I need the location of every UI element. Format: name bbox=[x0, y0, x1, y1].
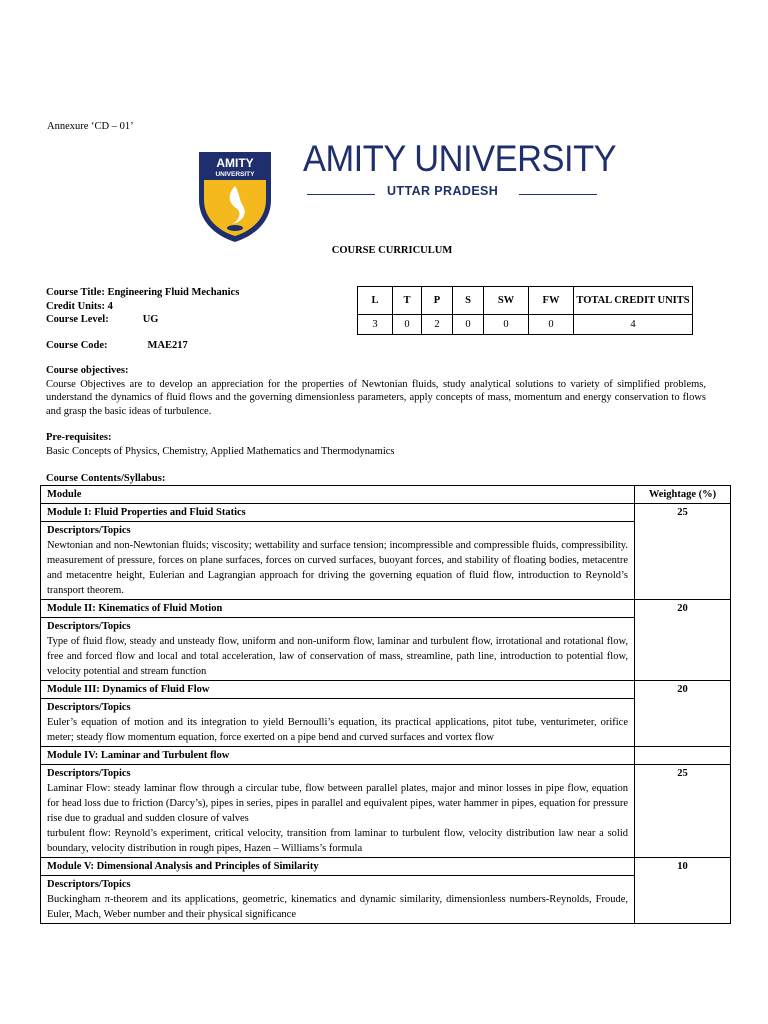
svg-text:AMITY: AMITY bbox=[216, 156, 254, 170]
module-descriptors: Descriptors/Topics Newtonian and non-Newtonian fluids; viscosity; wettability and surface tension; incompressible and compressible fluids, compressibility. measurement of pressure, forces on plane surfaces, forces on curved surfaces, buoyant forces, and stability of floating bodies, metacentre and metacentre height, Eulerian and Lagrangian approach for driving the governing equation of fluid flow, introduction to Reynold’s transport theorem. bbox=[41, 522, 635, 600]
course-title: Course Title: Engineering Fluid Mechanics bbox=[46, 287, 240, 298]
credit-header: L bbox=[358, 287, 393, 315]
module-weight: 20 bbox=[635, 600, 731, 681]
credit-header: S bbox=[453, 287, 484, 315]
prerequisites-section bbox=[46, 431, 706, 458]
module-descriptors: Descriptors/Topics Type of fluid flow, steady and unsteady flow, uniform and non-uniform flow, laminar and turbulent flow, irrotational and rotational flow, free and forced flow and local and total acceleration, law of conservation of mass, streamline, path line, introduction to potential flow, velocity potential and stream function bbox=[41, 618, 635, 681]
module-topics: Laminar Flow: steady laminar flow through a circular tube, flow between parallel plates, major and minor losses in pipe flow, equation for head loss due to friction (Darcy’s), pipes in series, pipes in parallel and equivalent pipes, water hammer in pipes, equation for pressure rise due to gradual and sudden closure of valves bbox=[47, 783, 628, 824]
course-code-value: MAE217 bbox=[147, 340, 188, 351]
credit-header: P bbox=[422, 287, 453, 315]
prerequisites-text: Basic Concepts of Physics, Chemistry, Applied Mathematics and Thermodynamics bbox=[46, 445, 395, 457]
objectives-text: Course Objectives are to develop an appreciation for the properties of Newtonian fluids, study analytical solutions to variety of simplified problems, understand the dynamics of fluid flows and the governing dimensionless parameters, apply concepts of mass, momentum and energy conservation to flows and grasp the basic ideas of turbulence. bbox=[46, 378, 706, 417]
module-title: Module I: Fluid Properties and Fluid Statics bbox=[41, 504, 635, 522]
module-topics: Buckingham π-theorem and its applications, geometric, kinematics and dynamic similarity, dimensionless numbers-Reynolds, Froude, Euler, Mach, Weber number and their physical significance bbox=[47, 894, 628, 920]
module-topics: Type of fluid flow, steady and unsteady flow, uniform and non-uniform flow, laminar and turbulent flow, irrotational and rotational flow, free and forced flow and local and total acceleration, law of conservation of mass, streamline, path line, introduction to potential flow, velocity potential and stream function bbox=[47, 636, 628, 677]
module-weight: 10 bbox=[635, 858, 731, 924]
credit-value: 0 bbox=[453, 315, 484, 335]
credit-header: SW bbox=[484, 287, 529, 315]
page-title: COURSE CURRICULUM bbox=[331, 245, 453, 256]
prerequisites-heading: Pre-requisites: bbox=[46, 432, 112, 443]
svg-text:UNIVERSITY: UNIVERSITY bbox=[215, 171, 255, 178]
annexure-label: Annexure ‘CD – 01’ bbox=[47, 121, 134, 132]
amity-logo bbox=[196, 150, 274, 244]
module-title: Module V: Dimensional Analysis and Principles of Similarity bbox=[41, 858, 635, 876]
divider bbox=[307, 194, 375, 195]
credit-header: FW bbox=[529, 287, 574, 315]
module-descriptors: Descriptors/Topics Buckingham π-theorem and its applications, geometric, kinematics and dynamic similarity, dimensionless numbers-Reynolds, Froude, Euler, Mach, Weber number and their physical significance bbox=[41, 876, 635, 924]
university-wordmark bbox=[303, 138, 617, 206]
credit-units: Credit Units: 4 bbox=[46, 300, 113, 312]
module-weight: 20 bbox=[635, 681, 731, 747]
module-topics: Newtonian and non-Newtonian fluids; viscosity; wettability and surface tension; incompressible and compressible fluids, compressibility. measurement of pressure, forces on plane surfaces, forces on curved surfaces, buoyant forces, and stability of floating bodies, metacentre and metacentre height, Eulerian and Lagrangian approach for driving the governing equation of fluid flow, introduction to Reynold’s transport theorem. bbox=[47, 540, 628, 596]
divider bbox=[519, 194, 597, 195]
module-column-header: Module bbox=[41, 486, 635, 504]
credit-value: 2 bbox=[422, 315, 453, 335]
credit-value: 0 bbox=[529, 315, 574, 335]
university-location: UTTAR PRADESH bbox=[387, 184, 499, 198]
module-title: Module IV: Laminar and Turbulent flow bbox=[41, 747, 635, 765]
module-weight: 25 bbox=[635, 504, 731, 600]
credit-value: 4 bbox=[574, 315, 693, 335]
course-code-label: Course Code: bbox=[46, 340, 108, 351]
university-name: AMITY UNIVERSITY bbox=[303, 138, 617, 179]
course-level-value: UG bbox=[142, 314, 159, 325]
syllabus-table bbox=[40, 485, 731, 924]
credit-header: TOTAL CREDIT UNITS bbox=[574, 287, 693, 315]
module-title: Module III: Dynamics of Fluid Flow bbox=[41, 681, 635, 699]
course-info bbox=[46, 286, 239, 327]
credit-table bbox=[357, 286, 693, 335]
module-title: Module II: Kinematics of Fluid Motion bbox=[41, 600, 635, 618]
credit-value: 0 bbox=[484, 315, 529, 335]
module-topics: Euler’s equation of motion and its integration to yield Bernoulli’s equation, its practical applications, pitot tube, venturimeter, orifice meter; steady flow momentum equation, force exerted on a pipe bend and curved surfaces and vortex flow bbox=[47, 717, 628, 743]
weight-spacer bbox=[635, 747, 731, 765]
syllabus-heading: Course Contents/Syllabus: bbox=[46, 473, 166, 484]
course-code bbox=[46, 339, 188, 353]
credit-value: 0 bbox=[393, 315, 422, 335]
module-descriptors: Descriptors/Topics Euler’s equation of motion and its integration to yield Bernoulli’s equation, its practical applications, pitot tube, venturimeter, orifice meter; steady flow momentum equation, force exerted on a pipe bend and curved surfaces and vortex flow bbox=[41, 699, 635, 747]
module-descriptors: Descriptors/Topics Laminar Flow: steady laminar flow through a circular tube, flow between parallel plates, major and minor losses in pipe flow, equation for head loss due to friction (Darcy’s), pipes in series, pipes in parallel and equivalent pipes, water hammer in pipes, equation for pressure rise due to gradual and sudden closure of valves turbulent flow: Reynold’s experiment, critical velocity, transition from laminar to turbulent flow, velocity distribution law near a solid boundary, velocity distribution in rough pipes, Hazen – Williams’s formula bbox=[41, 765, 635, 858]
credit-header: T bbox=[393, 287, 422, 315]
module-topics: turbulent flow: Reynold’s experiment, critical velocity, transition from laminar to turbulent flow, velocity distribution law near a solid boundary, velocity distribution in rough pipes, Hazen – Williams’s formula bbox=[47, 828, 628, 854]
course-level-label: Course Level: bbox=[46, 314, 109, 325]
weightage-column-header: Weightage (%) bbox=[635, 486, 731, 504]
module-weight: 25 bbox=[635, 765, 731, 858]
credit-value: 3 bbox=[358, 315, 393, 335]
objectives-heading: Course objectives: bbox=[46, 365, 129, 376]
objectives-section bbox=[46, 364, 706, 418]
